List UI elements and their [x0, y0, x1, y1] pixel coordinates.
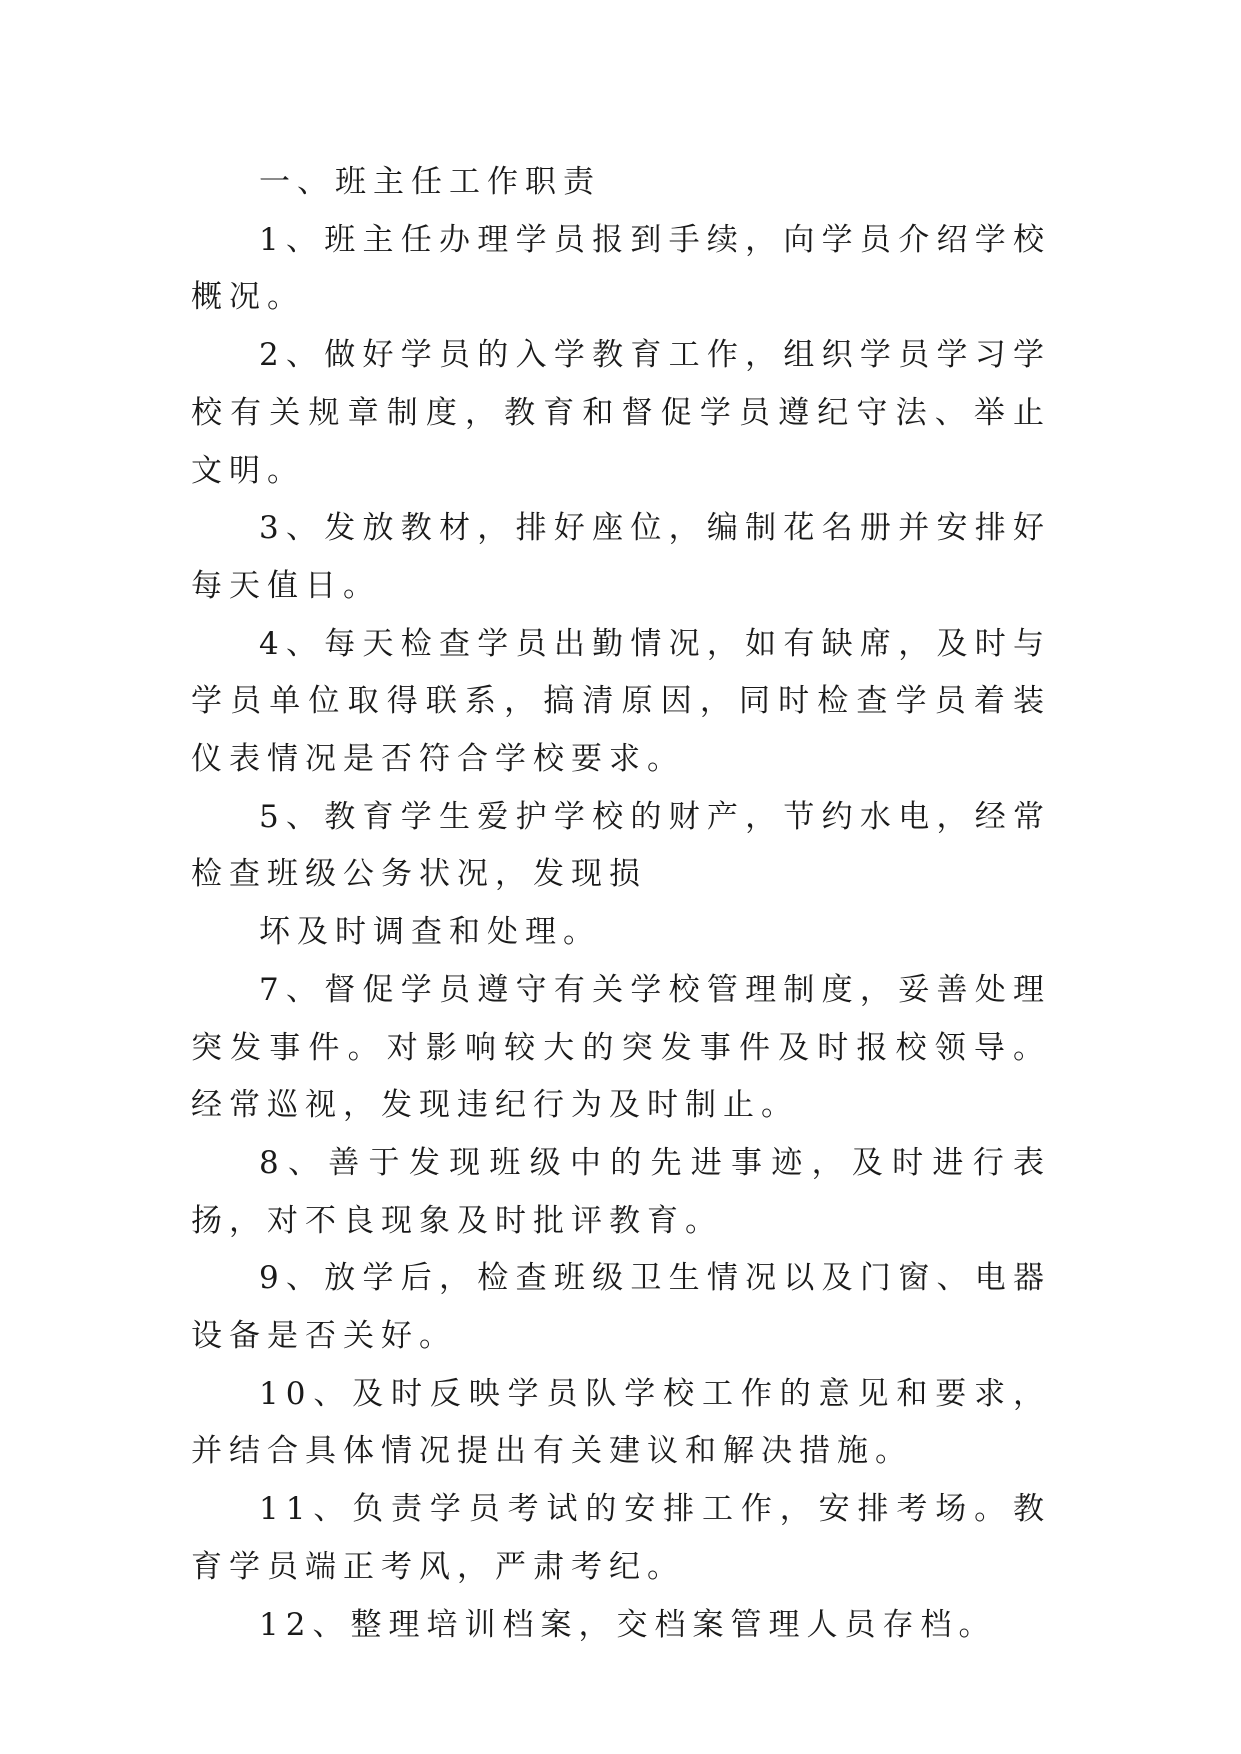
duty-item-2: 2、做好学员的入学教育工作，组织学员学习学校有关规章制度，教育和督促学员遵纪守法、举止文明。 — [191, 337, 1051, 489]
document-body — [191, 154, 1051, 1654]
duty-item-5-continuation: 坏及时调查和处理。 — [259, 914, 601, 951]
duty-item-12: 12、整理培训档案，交档案管理人员存档。 — [259, 1606, 997, 1643]
duty-item-8: 8、善于发现班级中的先进事迹，及时进行表扬，对不良现象及时批评教育。 — [191, 1144, 1051, 1239]
duty-item-1: 1、班主任办理学员报到手续，向学员介绍学校概况。 — [191, 221, 1051, 316]
duty-item-10: 10、及时反映学员队学校工作的意见和要求，并结合具体情况提出有关建议和解决措施。 — [191, 1375, 1051, 1470]
duty-item-4: 4、每天检查学员出勤情况，如有缺席，及时与学员单位取得联系，搞清原因，同时检查学员着装仪表情况是否符合学校要求。 — [191, 625, 1051, 778]
duty-item-11: 11、负责学员考试的安排工作，安排考场。教育学员端正考风，严肃考纪。 — [191, 1491, 1051, 1585]
section-heading: 一、班主任工作职责 — [259, 164, 601, 200]
duty-item-9: 9、放学后，检查班级卫生情况以及门窗、电器设备是否关好。 — [191, 1260, 1051, 1355]
duty-item-5: 5、教育学生爱护学校的财产，节约水电，经常检查班级公务状况，发现损 — [191, 798, 1051, 893]
duty-item-3: 3、发放教材，排好座位，编制花名册并安排好每天值日。 — [191, 510, 1051, 604]
duty-item-7: 7、督促学员遵守有关学校管理制度，妥善处理突发事件。对影响较大的突发事件及时报校领导。经常巡视，发现违纪行为及时制止。 — [191, 971, 1051, 1124]
